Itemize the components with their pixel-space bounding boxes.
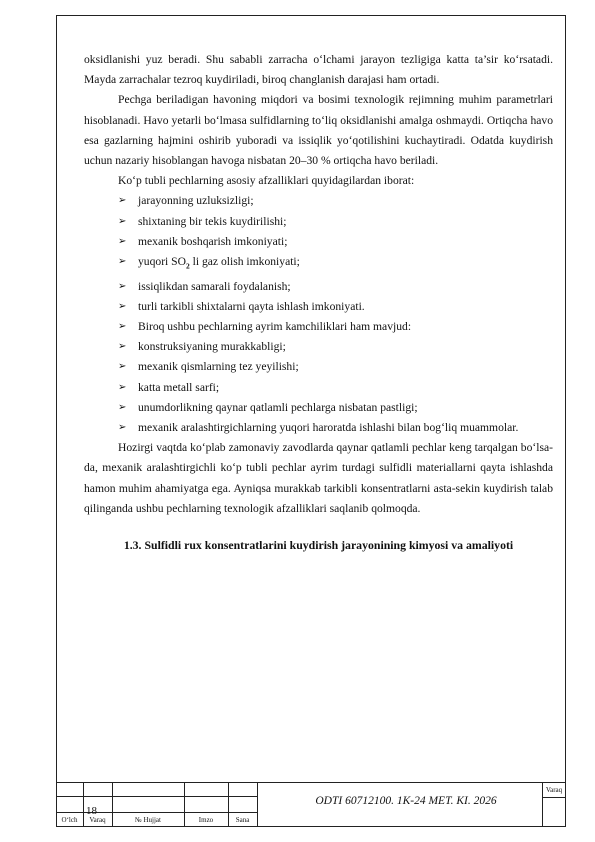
arrow-bullet-icon: ➢ <box>118 361 127 373</box>
paragraph: Hozirgi vaqtda ko‘plab zamonaviy zavodlarda qaynar qatlamli pechlar keng tarqalgan bo‘lsa-da, mexanik aralashtirgichli ko‘p tubli pechlar ayrim turdagi sulfidli materiallarni qayta ishlashda hamon muhim ahamiyatga ega. Ayniqsa murakkab tarkibli konsentratlarni asta-sekin kuydirish talab qilinganda ushbu pechlarning texnologik afzalliklari saqlanib qolmoqda. <box>84 441 553 515</box>
arrow-bullet-icon: ➢ <box>118 401 127 413</box>
advantages-list <box>84 191 553 438</box>
paragraph: oksidlanishi yuz beradi. Shu sababli zarracha o‘lchami jarayon tezligiga katta ta’sir ko‘rsatadi. Mayda zarrachalar tezroq kuydiriladi, biroq changlanish darajasi ham ortadi. <box>84 53 553 87</box>
list-item: ➢ shixtaning bir tekis kuydirilishi; <box>84 212 553 232</box>
column-label: O‘lch <box>61 816 78 824</box>
column-label: Varaq <box>89 816 106 824</box>
list-item: ➢ konstruksiyaning murakkabligi; <box>84 337 553 357</box>
arrow-bullet-icon: ➢ <box>118 381 127 393</box>
arrow-bullet-icon: ➢ <box>118 195 127 207</box>
list-item: ➢ jarayonning uzluksizligi; <box>84 191 553 211</box>
column-label: Imzo <box>198 816 214 824</box>
list-item: ➢ mexanik qismlarning tez yeyilishi; <box>84 357 553 377</box>
list-item: ➢ turli tarkibli shixtalarni qayta ishlash imkoniyati. <box>84 297 553 317</box>
arrow-bullet-icon: ➢ <box>118 256 127 268</box>
title-block <box>56 782 566 827</box>
list-item: ➢ mexanik boshqarish imkoniyati; <box>84 232 553 252</box>
list-item: ➢ yuqori $SO_2$ li gaz olish imkoniyati; <box>84 252 553 277</box>
arrow-bullet-icon: ➢ <box>118 421 127 433</box>
document-code: ODTI 60712100. 1K-24 MET. KI. 2026 <box>315 795 497 807</box>
list-item: ➢ Biroq ushbu pechlarning ayrim kamchiliklari ham mavjud: <box>84 317 553 337</box>
page-number: 18 <box>86 805 97 817</box>
list-item: ➢ issiqlikdan samarali foydalanish; <box>84 277 553 297</box>
paragraph: Ko‘p tubli pechlarning asosiy afzalliklari quyidagilardan iborat: <box>118 174 415 188</box>
arrow-bullet-icon: ➢ <box>118 320 127 332</box>
paragraph: Pechga beriladigan havoning miqdori va bosimi texnologik rejimning muhim parametrlari hisoblanadi. Havo yetarli bo‘lmasa sulfidlarning to‘liq oksidlanishi amalga oshmaydi. Ortiqcha havo esa gazlarning hajmini oshirib yuboradi va issiqlik yo‘qotilishini kuchaytiradi. Odatda kuydirish uchun nazariy hisoblangan havoga nisbatan 20–30 % ortiqcha havo beriladi. <box>84 93 553 168</box>
list-item: ➢ mexanik aralashtirgichlarning yuqori haroratda ishlashi bilan bog‘liq muammolar. <box>84 418 553 438</box>
arrow-bullet-icon: ➢ <box>118 235 127 247</box>
arrow-bullet-icon: ➢ <box>118 280 127 292</box>
arrow-bullet-icon: ➢ <box>118 341 127 353</box>
column-label: № Hujjat <box>135 816 161 824</box>
arrow-bullet-icon: ➢ <box>118 300 127 312</box>
list-item: ➢ katta metall sarfi; <box>84 378 553 398</box>
list-item: ➢ unumdorlikning qaynar qatlamli pechlarga nisbatan pastligi; <box>84 398 553 418</box>
sheet-label: Varaq <box>545 786 563 794</box>
column-label: Sana <box>235 816 250 824</box>
section-heading: 1.3. Sulfidli rux konsentratlarini kuydirish jarayonining kimyosi va amaliyoti <box>123 537 514 552</box>
document-body <box>84 50 553 555</box>
arrow-bullet-icon: ➢ <box>118 215 127 227</box>
